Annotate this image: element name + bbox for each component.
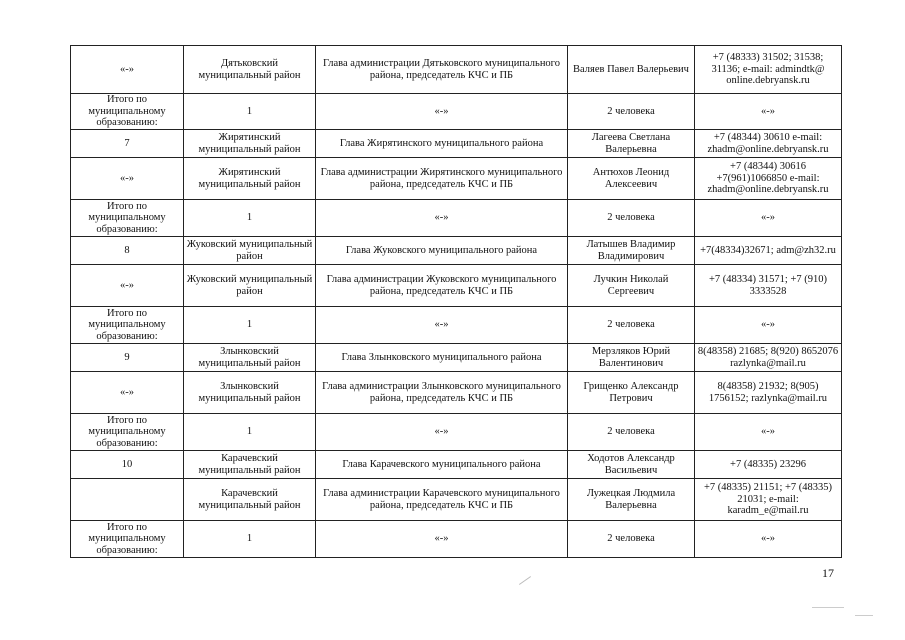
table-row — [71, 158, 842, 200]
cell-position: «-» — [316, 521, 568, 558]
cell-contacts: +7 (48333) 31502; 31538; 31136; e-mail: admindtk@ online.debryansk.ru — [695, 46, 842, 94]
cell-number: 9 — [71, 344, 184, 372]
cell-position: «-» — [316, 414, 568, 451]
cell-contacts: «-» — [695, 521, 842, 558]
cell-district: Карачевский муниципальный район — [184, 451, 316, 479]
cell-contacts: 8(48358) 21932; 8(905) 1756152; razlynka@mail.ru — [695, 372, 842, 414]
cell-person: Лужецкая Людмила Валерьевна — [568, 479, 695, 521]
cell-count: 1 — [184, 200, 316, 237]
cell-position: Глава администрации Жирятинского муниципального района, председатель КЧС и ПБ — [316, 158, 568, 200]
cell-contacts: +7(48334)32671; adm@zh32.ru — [695, 237, 842, 265]
table-row — [71, 237, 842, 265]
table-row-total — [71, 307, 842, 344]
scan-mark — [519, 576, 531, 585]
cell-count: 1 — [184, 94, 316, 130]
cell-person: Ходотов Александр Васильевич — [568, 451, 695, 479]
cell-people-count: 2 человека — [568, 521, 695, 558]
cell-number: «-» — [71, 158, 184, 200]
table-row — [71, 46, 842, 94]
cell-total-label: Итого по муниципальному образованию: — [71, 414, 184, 451]
cell-person: Мерзляков Юрий Валентинович — [568, 344, 695, 372]
cell-contacts: «-» — [695, 307, 842, 344]
contacts-table — [70, 45, 842, 558]
cell-total-label: Итого по муниципальному образованию: — [71, 521, 184, 558]
cell-position: «-» — [316, 307, 568, 344]
cell-total-label: Итого по муниципальному образованию: — [71, 307, 184, 344]
cell-contacts: +7 (48344) 30610 e-mail: zhadm@online.debryansk.ru — [695, 130, 842, 158]
cell-position: Глава Карачевского муниципального района — [316, 451, 568, 479]
cell-count: 1 — [184, 414, 316, 451]
cell-district: Жирятинский муниципальный район — [184, 158, 316, 200]
cell-count: 1 — [184, 521, 316, 558]
table-row-total — [71, 94, 842, 130]
cell-position: Глава администрации Жуковского муниципального района, председатель КЧС и ПБ — [316, 265, 568, 307]
cell-people-count: 2 человека — [568, 414, 695, 451]
cell-district: Жирятинский муниципальный район — [184, 130, 316, 158]
cell-people-count: 2 человека — [568, 94, 695, 130]
cell-person: Антюхов Леонид Алексеевич — [568, 158, 695, 200]
cell-position: Глава администрации Злынковского муниципального района, председатель КЧС и ПБ — [316, 372, 568, 414]
cell-position: Глава администрации Карачевского муниципального района, председатель КЧС и ПБ — [316, 479, 568, 521]
cell-person: Валяев Павел Валерьевич — [568, 46, 695, 94]
cell-district: Жуковский муниципальный район — [184, 237, 316, 265]
cell-number — [71, 479, 184, 521]
cell-people-count: 2 человека — [568, 307, 695, 344]
cell-contacts: «-» — [695, 94, 842, 130]
table-row — [71, 479, 842, 521]
cell-count: 1 — [184, 307, 316, 344]
cell-person: Лучкин Николай Сергеевич — [568, 265, 695, 307]
cell-position: Глава Жирятинского муниципального района — [316, 130, 568, 158]
cell-district: Жуковский муниципальный район — [184, 265, 316, 307]
cell-person: Грищенко Александр Петрович — [568, 372, 695, 414]
table-row — [71, 130, 842, 158]
cell-contacts: +7 (48334) 31571; +7 (910) 3333528 — [695, 265, 842, 307]
cell-people-count: 2 человека — [568, 200, 695, 237]
cell-contacts: «-» — [695, 200, 842, 237]
table-row — [71, 265, 842, 307]
cell-number: «-» — [71, 372, 184, 414]
cell-person: Латышев Владимир Владимирович — [568, 237, 695, 265]
cell-number: 10 — [71, 451, 184, 479]
cell-total-label: Итого по муниципальному образованию: — [71, 94, 184, 130]
cell-district: Злынковский муниципальный район — [184, 344, 316, 372]
table-row-total — [71, 200, 842, 237]
cell-district: Дятьковский муниципальный район — [184, 46, 316, 94]
scan-mark — [855, 615, 873, 616]
table-row — [71, 344, 842, 372]
cell-number: «-» — [71, 46, 184, 94]
cell-number: 7 — [71, 130, 184, 158]
cell-position: «-» — [316, 94, 568, 130]
cell-position: Глава Злынковского муниципального района — [316, 344, 568, 372]
table-row-total — [71, 414, 842, 451]
cell-person: Лагеева Светлана Валерьевна — [568, 130, 695, 158]
page-number: 17 — [822, 566, 834, 580]
scan-mark — [812, 607, 844, 608]
table-row-total — [71, 521, 842, 558]
table-row — [71, 372, 842, 414]
cell-contacts: +7 (48335) 23296 — [695, 451, 842, 479]
cell-position: «-» — [316, 200, 568, 237]
cell-number: «-» — [71, 265, 184, 307]
cell-contacts: +7 (48344) 30616 +7(961)1066850 e-mail: zhadm@online.debryansk.ru — [695, 158, 842, 200]
cell-district: Карачевский муниципальный район — [184, 479, 316, 521]
table-row — [71, 451, 842, 479]
cell-contacts: 8(48358) 21685; 8(920) 8652076 razlynka@mail.ru — [695, 344, 842, 372]
cell-contacts: «-» — [695, 414, 842, 451]
cell-position: Глава администрации Дятьковского муниципального района, председатель КЧС и ПБ — [316, 46, 568, 94]
cell-contacts: +7 (48335) 21151; +7 (48335) 21031; e-mail: karadm_e@mail.ru — [695, 479, 842, 521]
cell-number: 8 — [71, 237, 184, 265]
cell-total-label: Итого по муниципальному образованию: — [71, 200, 184, 237]
cell-district: Злынковский муниципальный район — [184, 372, 316, 414]
cell-position: Глава Жуковского муниципального района — [316, 237, 568, 265]
